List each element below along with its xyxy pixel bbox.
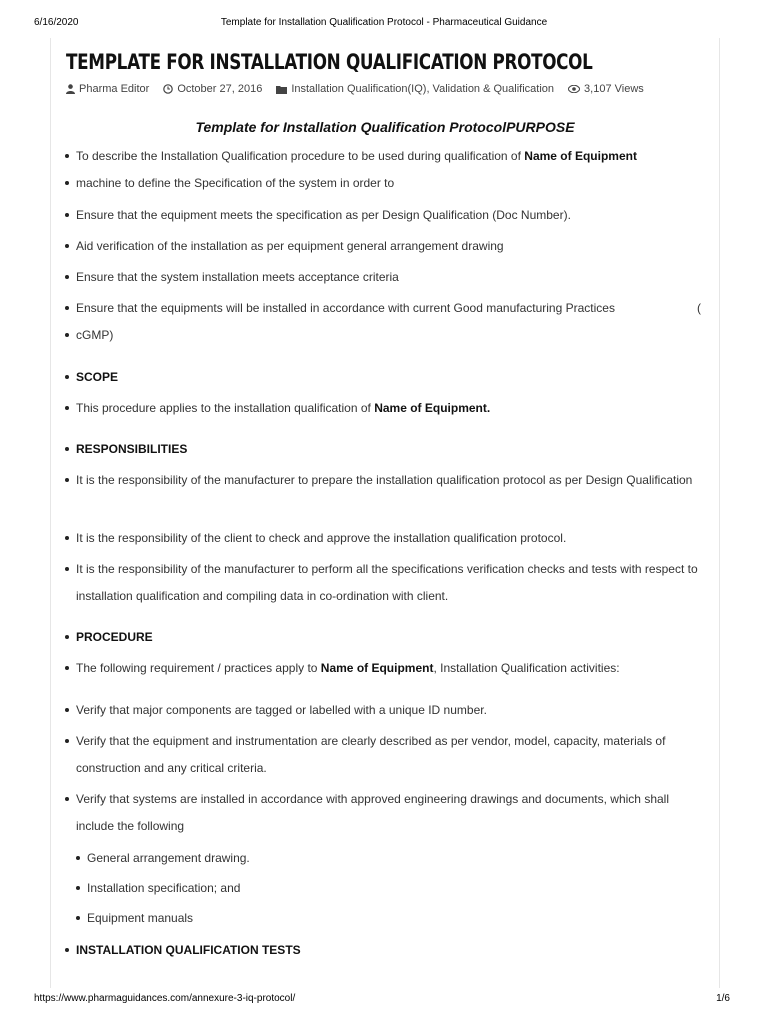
page-url: https://www.pharmaguidances.com/annexure-3-iq-protocol/ — [34, 993, 296, 1004]
author-name: Pharma Editor — [79, 83, 150, 95]
article-card — [50, 38, 720, 988]
equipment-name-bold: Name of Equipment — [524, 149, 637, 163]
article-body — [51, 38, 719, 988]
publish-date: October 27, 2016 — [177, 83, 263, 95]
purpose-item-5-cont: cGMP) — [76, 322, 706, 349]
purpose-item-4: Ensure that the system installation meets acceptance criteria — [76, 264, 706, 291]
page-number: 1/6 — [716, 993, 730, 1004]
responsibility-item-2: It is the responsibility of the client to check and approve the installation qualification protocol. — [76, 525, 706, 552]
print-title: Template for Installation Qualification Protocol - Pharmaceutical Guidance — [220, 17, 548, 28]
procedure-verify-2: Verify that the equipment and instrumentation are clearly described as per vendor, model, capacity, materials of construction and any critical criteria. — [76, 728, 706, 782]
responsibility-item-3: It is the responsibility of the manufacturer to perform all the specifications verification checks and tests with respect to installation qualification and compiling data in co-ordination with client. — [76, 556, 706, 610]
article-subtitle: Template for Installation Qualification ProtocolPURPOSE — [195, 119, 575, 135]
scope-heading: SCOPE — [76, 364, 706, 391]
view-count: 3,107 Views — [584, 83, 644, 95]
procedure-intro: The following requirement / practices apply to Name of Equipment, Installation Qualification activities: — [76, 655, 706, 682]
purpose-item-3: Aid verification of the installation as per equipment general arrangement drawing — [76, 233, 706, 260]
iq-tests-heading: INSTALLATION QUALIFICATION TESTS — [76, 937, 706, 964]
purpose-item-5: Ensure that the equipments will be installed in accordance with current Good manufacturing Practices ( — [76, 295, 706, 322]
purpose-item-2: Ensure that the equipment meets the specification as per Design Qualification (Doc Number). — [76, 202, 706, 229]
responsibilities-heading: RESPONSIBILITIES — [76, 436, 706, 463]
article-title: TEMPLATE FOR INSTALLATION QUALIFICATION PROTOCOL — [66, 50, 593, 74]
procedure-sub-item-2: Installation specification; and — [87, 875, 717, 902]
procedure-verify-3: Verify that systems are installed in accordance with approved engineering drawings and documents, which shall include the following — [76, 786, 706, 840]
procedure-heading: PROCEDURE — [76, 624, 706, 651]
procedure-sub-item-1: General arrangement drawing. — [87, 845, 717, 872]
procedure-verify-1: Verify that major components are tagged or labelled with a unique ID number. — [76, 697, 706, 724]
print-date: 6/16/2020 — [34, 17, 79, 28]
purpose-item-1: To describe the Installation Qualification procedure to be used during qualification of Name of Equipment — [76, 143, 706, 170]
procedure-sub-item-3: Equipment manuals — [87, 905, 717, 932]
purpose-item-1-cont: machine to define the Specification of the system in order to — [76, 170, 706, 197]
category-links[interactable]: Installation Qualification(IQ), Validation & Qualification — [291, 83, 555, 95]
responsibility-item-1: It is the responsibility of the manufacturer to prepare the installation qualification protocol as per Design Qualification — [76, 467, 706, 494]
scope-item: This procedure applies to the installation qualification of Name of Equipment. — [76, 395, 706, 422]
